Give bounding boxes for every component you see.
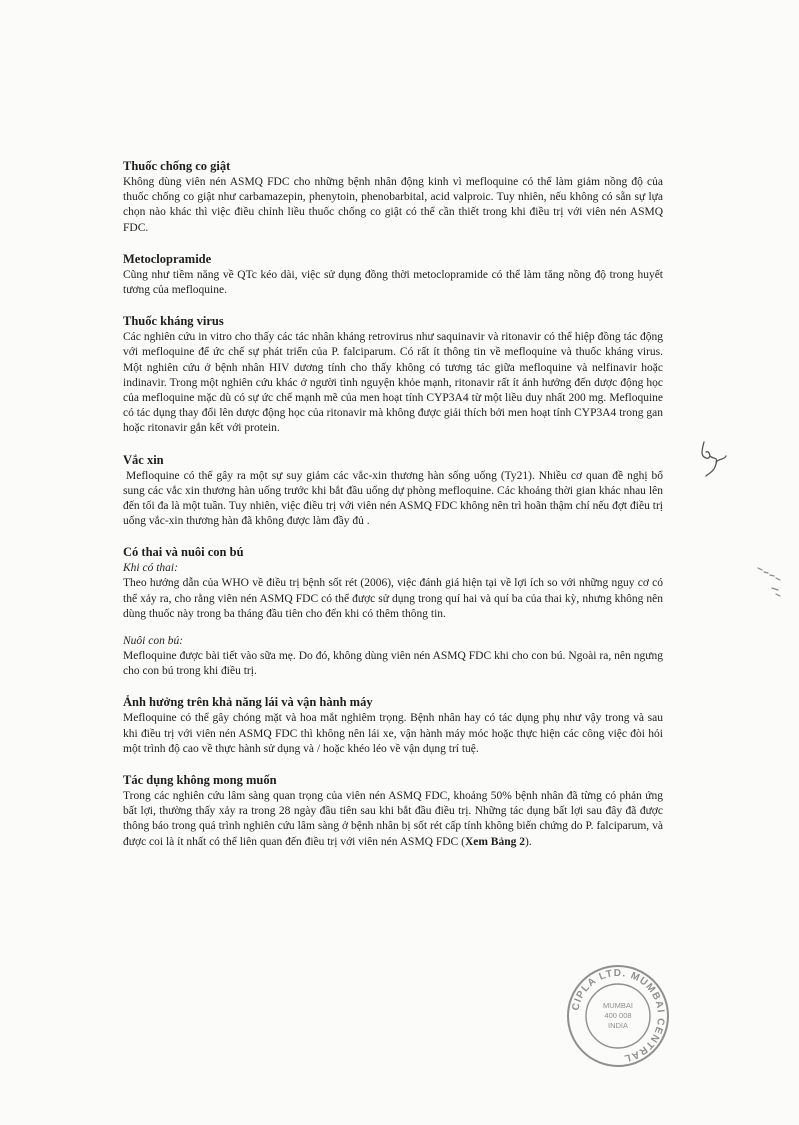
subheading-breastfeeding: Nuôi con bú:: [123, 635, 184, 648]
section-metoclopramide: [123, 252, 663, 298]
document-body: [123, 159, 663, 866]
section-paragraph: Cũng như tiềm năng về QTc kéo dài, việc sử dụng đồng thời metoclopramide có thể làm tăng nồng độ trong huyết tương của mefloquine.: [123, 268, 663, 297]
subheading-pregnancy: Khi có thai:: [123, 562, 178, 575]
section-paragraph: Mefloquine được bài tiết vào sữa mẹ. Do đó, không dùng viên nén ASMQ FDC khi cho con bú. Ngoài ra, nên ngưng cho con bú trong khi điều trị.: [123, 650, 663, 678]
section-driving: [123, 695, 663, 757]
section-title: Ảnh hưởng trên khả năng lái và vận hành máy: [123, 695, 373, 710]
section-title: Metoclopramide: [123, 251, 212, 266]
stamp-center-line: 400 008: [604, 1011, 632, 1020]
section-vaccines: [123, 453, 663, 530]
table-reference: Xem Bảng 2: [464, 835, 525, 848]
section-paragraph: Mefloquine có thể gây chóng mặt và hoa mắt nghiêm trọng. Bệnh nhân hay có tác dụng phụ như vậy trong và sau khi điều trị với viên nén ASMQ FDC thì không nên lái xe, vận hành máy móc hoặc thực hiện các công việc đòi hỏi một trình độ cao về thực hành sử dụng và / hoặc khéo léo về vận dụng trí tuệ.: [123, 712, 663, 755]
section-paragraph: Theo hướng dẫn của WHO về điều trị bệnh sốt rét (2006), việc đánh giá hiện tại về lợi ích so với những nguy cơ có thể xảy ra, cho rằng viên nén ASMQ FDC có thể được sử dụng trong quí hai và quí ba của thai kỳ, nhưng không nên dùng thuốc này trong ba tháng đầu tiên cho đến khi có thêm thông tin.: [123, 577, 663, 620]
section-title: Vắc xin: [123, 452, 164, 467]
paragraph-text: Trong các nghiên cứu lâm sàng quan trọng của viên nén ASMQ FDC, khoảng 50% bệnh nhân đã từng có phản ứng bất lợi, thường thấy xảy ra trong 28 ngày đầu tiên sau khi bắt đầu điều trị. Những tác dụng bất lợi sau đây đã được thông báo trong quá trình nghiên cứu lâm sàng ở bệnh nhân bị sốt rét cấp tính không biến chứng do P. falciparum, và được coi là ít nhất có thể liên quan đến điều trị với viên nén ASMQ FDC (: [123, 790, 663, 848]
section-title: Thuốc kháng virus: [123, 314, 224, 329]
section-paragraph: Các nghiên cứu in vitro cho thấy các tác nhân kháng retrovirus như saquinavir và ritonavir có thể hiệp đồng tác động với mefloquine để ức chế sự phát triển của P. falciparum. Có rất ít thông tin về mefloquine và thuốc kháng virus. Một nghiên cứu ở bệnh nhân HIV dương tính cho thấy không có tương tác giữa mefloquine và nelfinavir hoặc indinavir. Trong một nghiên cứu khác ở người tình nguyện khỏe mạnh, ritonavir rất ít ảnh hưởng đến dược động học của mefloquine mặc dù có sự ức chế mạnh mẽ của men hoạt tính CYP3A4 từ một liều duy nhất 200 mg. Mefloquine có tác dụng thay đổi lên dược động học của ritonavir mà không được giải thích bởi men hoạt tính CYP3A4 trong gan hoặc ritonavir gắn kết với protein.: [123, 331, 663, 435]
edge-marks-icon: [754, 560, 784, 600]
company-stamp-icon: [562, 960, 674, 1072]
stamp-center-line: MUMBAI: [603, 1001, 633, 1010]
handwritten-initials-icon: [690, 438, 730, 478]
section-adverse-effects: [123, 773, 663, 850]
section-title: Tác dụng không mong muốn: [123, 773, 277, 788]
stamp-ring-text: CIPLA LTD. MUMBAI CENTRAL: [570, 967, 667, 1064]
section-paragraph: Mefloquine có thể gây ra một sự suy giảm các vắc-xin thương hàn sống uống (Ty21). Nhiều cơ quan đề nghị bổ sung các vắc xin thương hàn uống trước khi bắt đầu uống dự phòng mefloquine. Các khoảng thời gian khác nhau lên đến tối đa là một tuần. Tuy nhiên, việc điều trị với viên nén ASMQ FDC không nên trì hoãn thậm chí nếu đợt điều trị uống vắc-xin thương hàn đã không được làm đầy đủ .: [123, 469, 663, 528]
paragraph-end: ).: [525, 835, 532, 848]
section-antivirals: [123, 314, 663, 436]
section-title: Có thai và nuôi con bú: [123, 545, 244, 560]
spacer: [123, 622, 663, 634]
section-title: Thuốc chống co giật: [123, 159, 231, 173]
section-paragraph: Không dùng viên nén ASMQ FDC cho những bệnh nhân động kinh vì mefloquine có thể làm giảm nồng độ của thuốc chống co giật như carbamazepin, phenytoin, phenobarbital, acid valproic. Tuy nhiên, nếu không có sẵn sự lựa chọn nào khác thì việc điều chỉnh liều thuốc chống co giật có thể cần thiết trong khi điều trị với viên nén ASMQ FDC.: [123, 176, 663, 234]
section-paragraph: [123, 789, 663, 850]
section-anticonvulsants: [123, 159, 663, 236]
stamp-center-line: INDIA: [607, 1021, 629, 1030]
section-pregnancy-lactation: [123, 545, 663, 679]
